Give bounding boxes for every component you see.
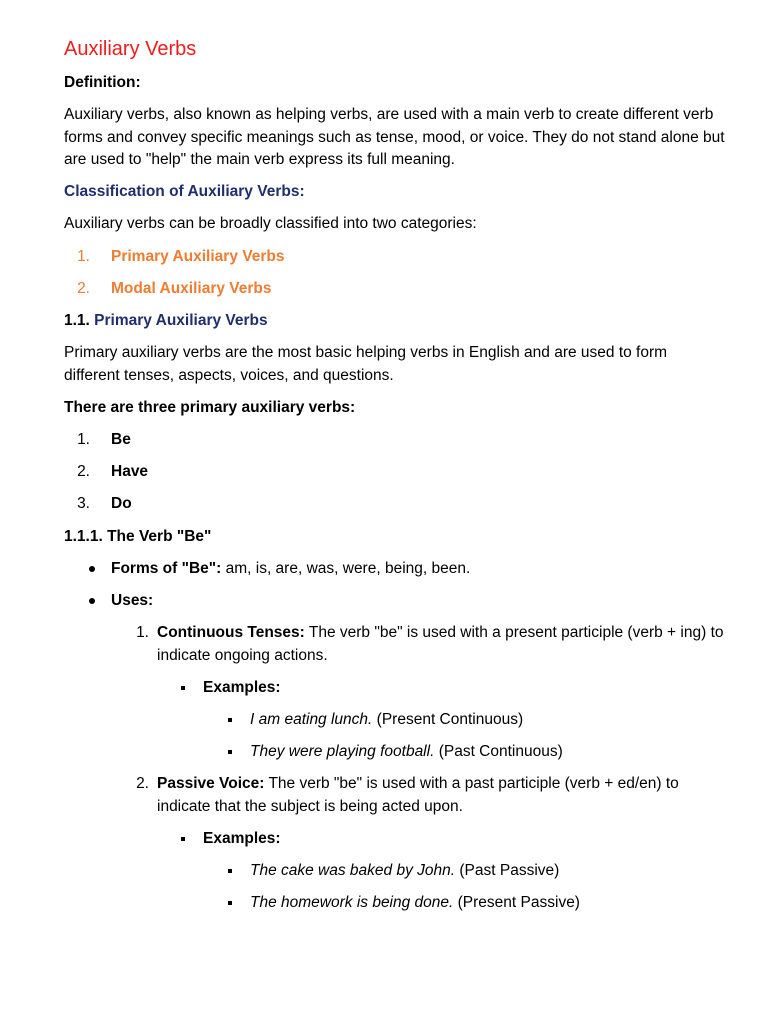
verb-item: Do xyxy=(111,495,132,512)
bullet-icon xyxy=(89,598,95,604)
use-number: 2. xyxy=(136,775,149,792)
example-sentence: The homework is being done. xyxy=(250,894,454,911)
uses-label: Uses: xyxy=(111,592,154,609)
section-heading xyxy=(64,310,268,332)
definition-text: Auxiliary verbs, also known as helping verbs, are used with a main verb to create different verb forms and convey specific meanings such as tense, mood, or voice. They do not stand alone but are used to "help" the main verb express its full meaning. xyxy=(64,106,725,168)
example-item xyxy=(250,892,580,914)
use-label: Passive Voice: xyxy=(157,775,265,792)
square-bullet-icon xyxy=(181,837,185,841)
section-number: 1.1. xyxy=(64,312,90,329)
verb-item: Have xyxy=(111,463,149,480)
bullet-icon xyxy=(89,566,95,572)
verb-number: 2. xyxy=(77,463,90,480)
definition-label: Definition: xyxy=(64,74,141,91)
square-bullet-icon xyxy=(228,869,232,873)
example-item xyxy=(250,860,559,882)
example-sentence: They were playing football. xyxy=(250,743,435,760)
use-item xyxy=(157,622,737,667)
verb-item: Be xyxy=(111,431,131,448)
square-bullet-icon xyxy=(228,901,232,905)
use-text: The verb "be" is used with a past participle (verb + ed/en) to indicate that the subject is being acted upon. xyxy=(157,775,679,815)
use-text: The verb "be" is used with a present participle (verb + ing) to indicate ongoing actions. xyxy=(157,624,724,664)
three-primary-label: There are three primary auxiliary verbs: xyxy=(64,399,356,416)
section-text: Primary auxiliary verbs are the most basic helping verbs in English and are used to form different tenses, aspects, voices, and questions. xyxy=(64,344,668,384)
example-note: (Present Continuous) xyxy=(372,711,524,728)
category-item: Modal Auxiliary Verbs xyxy=(111,280,272,297)
category-item: Primary Auxiliary Verbs xyxy=(111,248,285,265)
examples-label: Examples: xyxy=(203,830,281,847)
category-number: 1. xyxy=(77,248,90,265)
classification-heading: Classification of Auxiliary Verbs: xyxy=(64,183,305,200)
example-note: (Present Passive) xyxy=(453,894,580,911)
forms-label: Forms of "Be": xyxy=(111,560,222,577)
verb-number: 3. xyxy=(77,495,90,512)
use-label: Continuous Tenses: xyxy=(157,624,305,641)
verb-number: 1. xyxy=(77,431,90,448)
square-bullet-icon xyxy=(181,686,185,690)
section-title: Primary Auxiliary Verbs xyxy=(94,312,268,329)
square-bullet-icon xyxy=(228,750,232,754)
category-number: 2. xyxy=(77,280,90,297)
examples-label: Examples: xyxy=(203,679,281,696)
example-sentence: The cake was baked by John. xyxy=(250,862,456,879)
document-title: Auxiliary Verbs xyxy=(64,38,197,60)
use-number: 1. xyxy=(136,624,149,641)
forms-item xyxy=(111,558,470,580)
example-item xyxy=(250,709,523,731)
use-item xyxy=(157,773,727,818)
subsection-heading: 1.1.1. The Verb "Be" xyxy=(64,528,212,545)
square-bullet-icon xyxy=(228,718,232,722)
example-sentence: I am eating lunch. xyxy=(250,711,373,728)
example-note: (Past Continuous) xyxy=(434,743,563,760)
example-item xyxy=(250,741,563,763)
classification-intro: Auxiliary verbs can be broadly classified into two categories: xyxy=(64,215,477,232)
forms-text: am, is, are, was, were, being, been. xyxy=(221,560,471,577)
example-note: (Past Passive) xyxy=(455,862,560,879)
